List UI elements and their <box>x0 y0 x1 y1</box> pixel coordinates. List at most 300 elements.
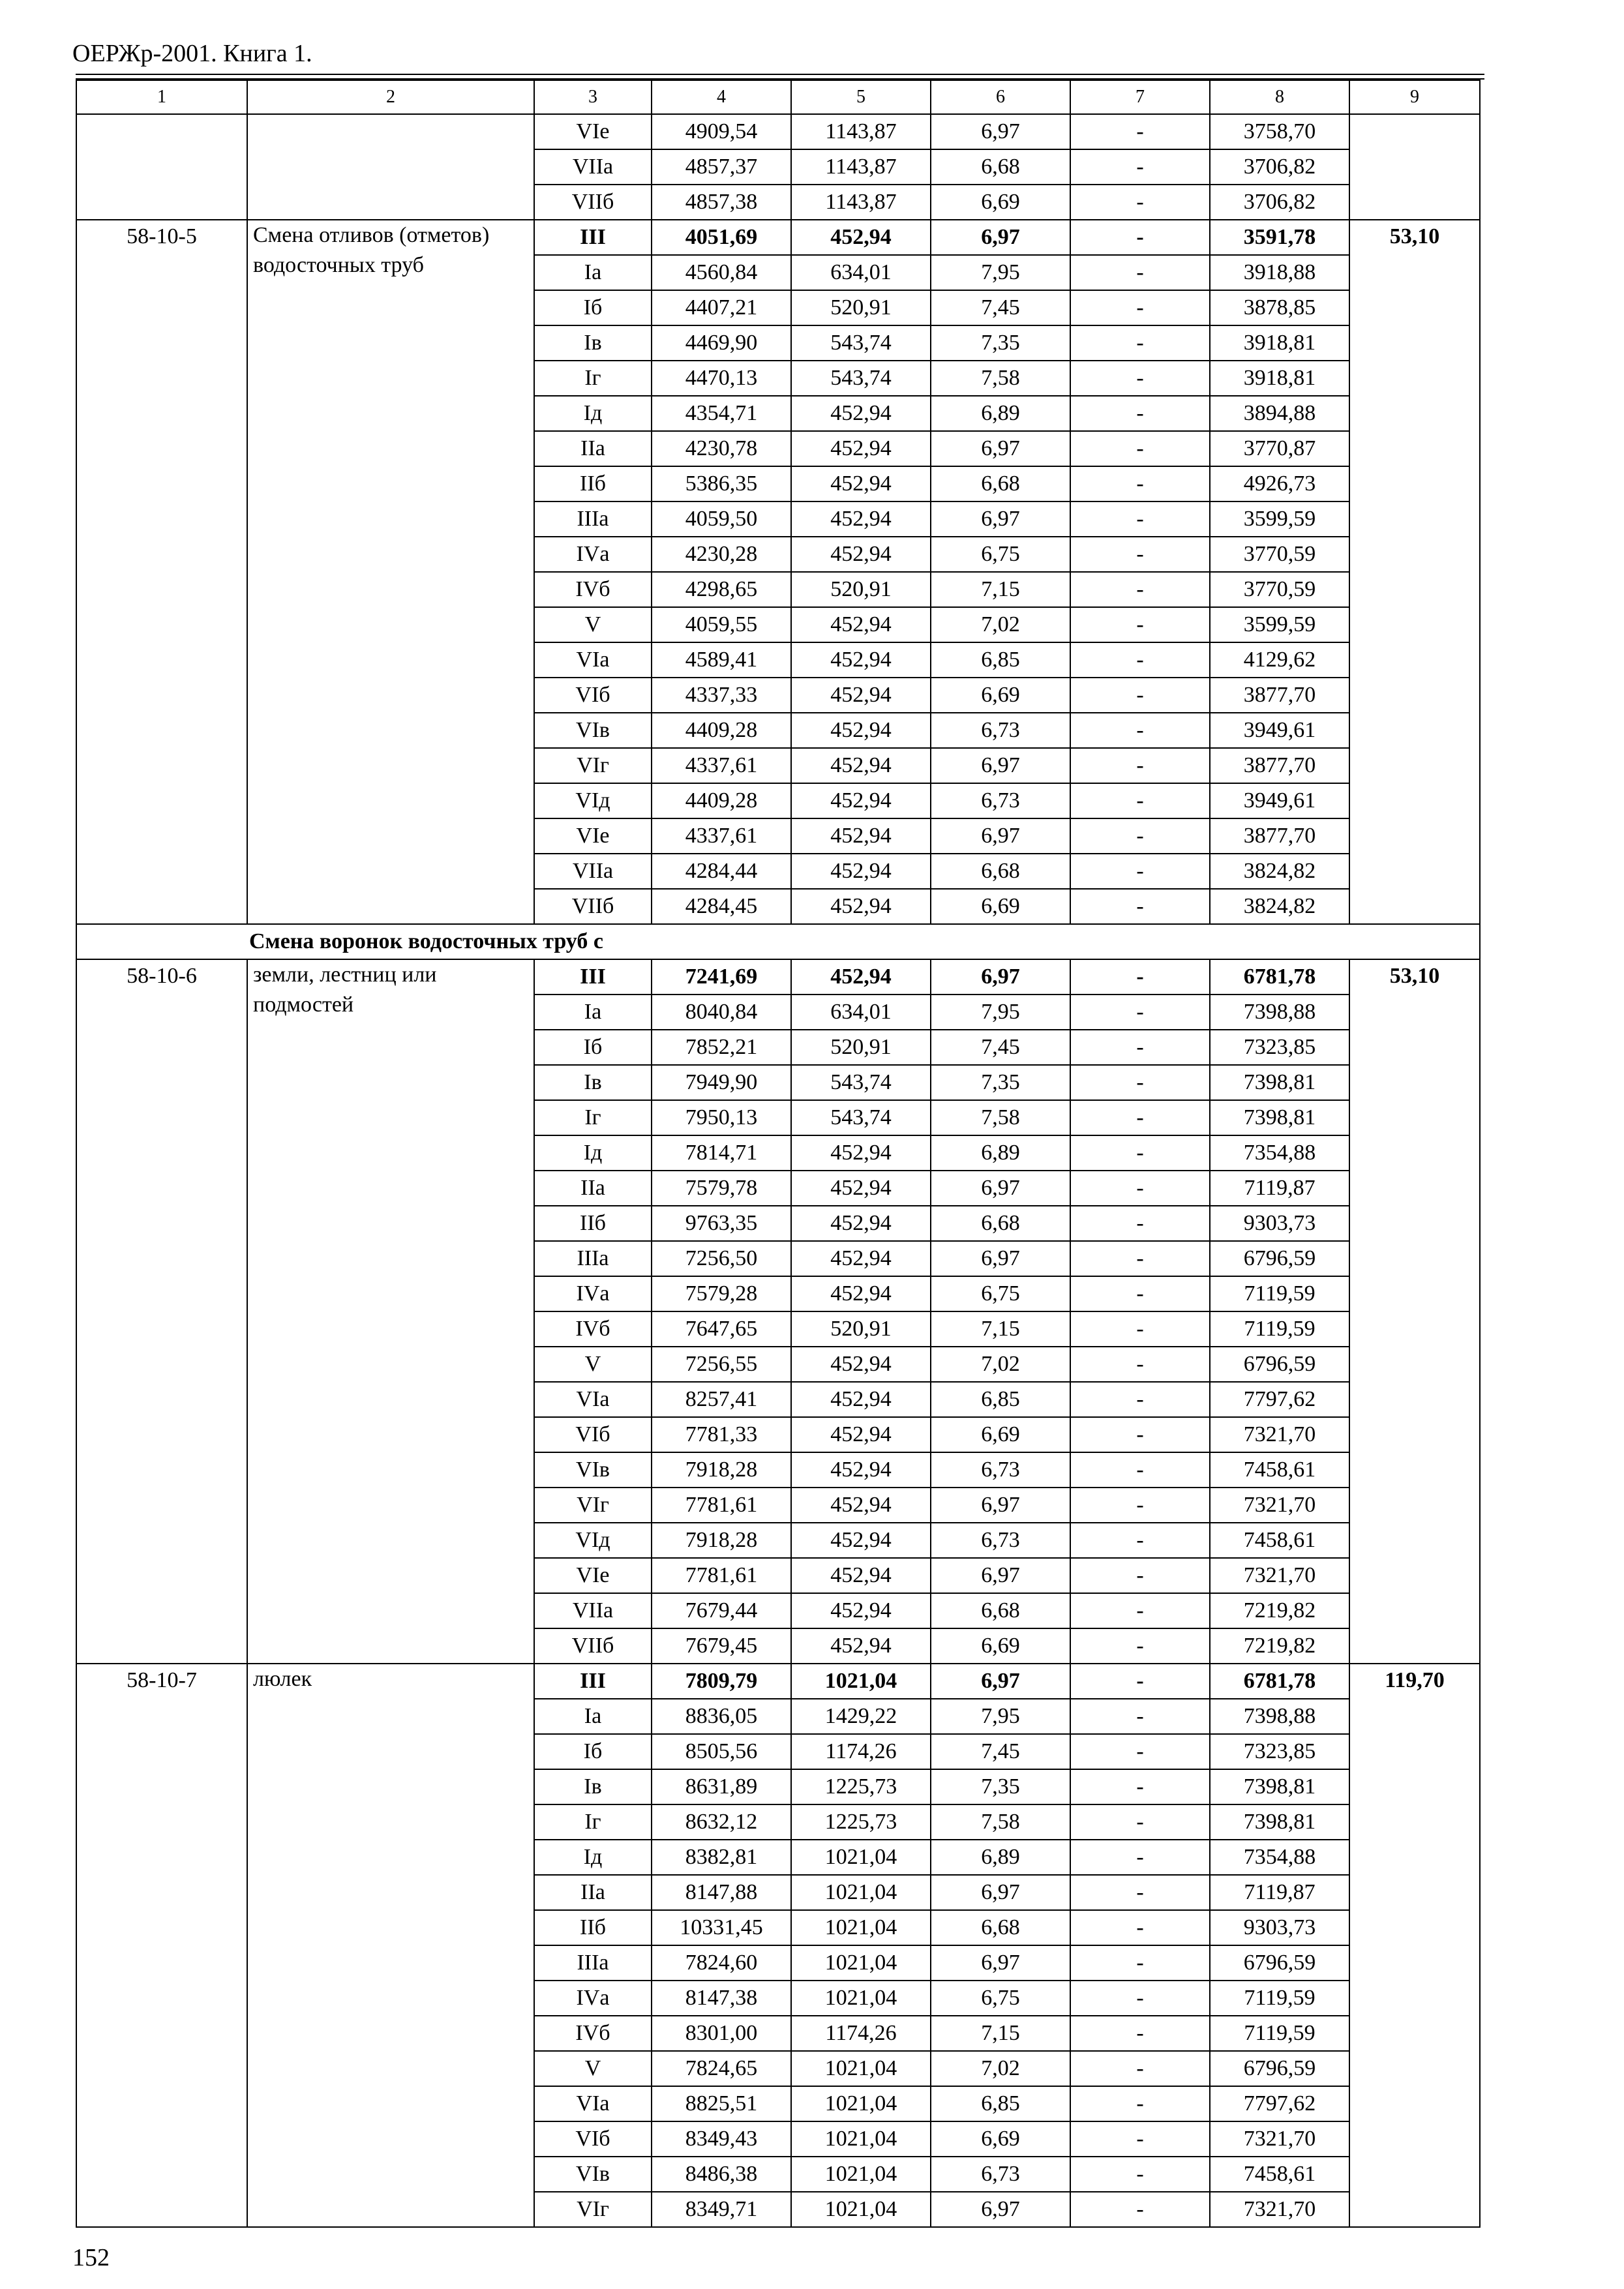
row-value: 9303,73 <box>1210 1206 1349 1241</box>
col-num-5: 5 <box>791 80 931 114</box>
column-number-row <box>76 80 1480 114</box>
row-value: 1174,26 <box>791 1734 931 1769</box>
row-class: IIа <box>534 1875 652 1910</box>
row-value: - <box>1070 431 1210 466</box>
row-value: 1143,87 <box>791 149 931 185</box>
row-value: - <box>1070 290 1210 325</box>
row-value: 6,89 <box>931 1840 1070 1875</box>
row-value: 4284,45 <box>652 889 791 924</box>
row-value: 1021,04 <box>791 2051 931 2086</box>
row-value: 520,91 <box>791 1311 931 1347</box>
row-class: Iв <box>534 1065 652 1100</box>
row-value: 6,75 <box>931 537 1070 572</box>
row-value: 3591,78 <box>1210 220 1349 255</box>
row-class: VIг <box>534 748 652 783</box>
rates-table <box>76 80 1481 2228</box>
row-value: 4298,65 <box>652 572 791 607</box>
row-value: 4469,90 <box>652 325 791 361</box>
row-class: Iа <box>534 255 652 290</box>
row-class: IIб <box>534 1206 652 1241</box>
row-value: 7809,79 <box>652 1664 791 1699</box>
row-value: 1021,04 <box>791 1981 931 2016</box>
row-value: 7119,59 <box>1210 1276 1349 1311</box>
row-class: Iб <box>534 290 652 325</box>
row-class: VIе <box>534 114 652 149</box>
row-value: 7950,13 <box>652 1100 791 1135</box>
row-class: VIе <box>534 818 652 854</box>
row-value: 9763,35 <box>652 1206 791 1241</box>
row-class: IIа <box>534 431 652 466</box>
row-value: 7,45 <box>931 290 1070 325</box>
row-value: 7679,45 <box>652 1628 791 1664</box>
row-class: Iа <box>534 995 652 1030</box>
row-value: 7119,59 <box>1210 1981 1349 2016</box>
row-value: 1429,22 <box>791 1699 931 1734</box>
row-value: 1021,04 <box>791 1945 931 1981</box>
row-value: 7,35 <box>931 1065 1070 1100</box>
rate-code: 58-10-6 <box>76 959 247 1664</box>
row-value: 7,02 <box>931 1347 1070 1382</box>
row-class: IIIа <box>534 1945 652 1981</box>
row-value: 3877,70 <box>1210 678 1349 713</box>
table-body <box>76 80 1480 2227</box>
row-value: 6,69 <box>931 1628 1070 1664</box>
row-value: 6,75 <box>931 1276 1070 1311</box>
row-value: 4857,37 <box>652 149 791 185</box>
row-value: 7781,61 <box>652 1558 791 1593</box>
row-value: 3770,87 <box>1210 431 1349 466</box>
row-value: 452,94 <box>791 1276 931 1311</box>
row-value: 4059,55 <box>652 607 791 642</box>
row-value: 7458,61 <box>1210 2157 1349 2192</box>
row-value: 7354,88 <box>1210 1840 1349 1875</box>
row-value: 8257,41 <box>652 1382 791 1417</box>
row-value: 6,68 <box>931 854 1070 889</box>
row-value: 7241,69 <box>652 959 791 995</box>
row-value: - <box>1070 396 1210 431</box>
row-class: VIг <box>534 1488 652 1523</box>
row-value: 7323,85 <box>1210 1734 1349 1769</box>
row-value: - <box>1070 959 1210 995</box>
row-value: - <box>1070 1206 1210 1241</box>
row-value: - <box>1070 1840 1210 1875</box>
row-value: 3706,82 <box>1210 185 1349 220</box>
continuation-name-cell <box>247 114 534 220</box>
row-value: 7918,28 <box>652 1523 791 1558</box>
row-value: 520,91 <box>791 1030 931 1065</box>
work-name: Смена отливов (отметов) водосточных труб <box>247 220 534 924</box>
row-value: 7852,21 <box>652 1030 791 1065</box>
row-class: VIа <box>534 642 652 678</box>
row-value: 7354,88 <box>1210 1135 1349 1171</box>
row-value: - <box>1070 2086 1210 2121</box>
row-value: 4926,73 <box>1210 466 1349 501</box>
row-value: - <box>1070 678 1210 713</box>
row-value: 543,74 <box>791 1065 931 1100</box>
row-value: 7119,59 <box>1210 2016 1349 2051</box>
row-class: Iб <box>534 1030 652 1065</box>
row-class: Iг <box>534 1804 652 1840</box>
row-value: 6,97 <box>931 818 1070 854</box>
row-value: - <box>1070 1417 1210 1452</box>
row-value: 452,94 <box>791 1171 931 1206</box>
row-class: VIв <box>534 713 652 748</box>
row-value: - <box>1070 1699 1210 1734</box>
row-value: 6,69 <box>931 2121 1070 2157</box>
row-value: 10331,45 <box>652 1910 791 1945</box>
row-value: 7797,62 <box>1210 1382 1349 1417</box>
row-class: VIд <box>534 783 652 818</box>
table-row <box>76 220 1480 255</box>
row-value: 3877,70 <box>1210 748 1349 783</box>
row-value: 1021,04 <box>791 2157 931 2192</box>
col-num-4: 4 <box>652 80 791 114</box>
row-value: 452,94 <box>791 1523 931 1558</box>
continuation-code-cell <box>76 114 247 220</box>
work-name: земли, лестниц или подмостей <box>247 959 534 1664</box>
row-value: 6,85 <box>931 1382 1070 1417</box>
row-class: VIIб <box>534 889 652 924</box>
row-class: III <box>534 1664 652 1699</box>
row-class: IVа <box>534 1276 652 1311</box>
col-num-9: 9 <box>1349 80 1480 114</box>
row-value: - <box>1070 1311 1210 1347</box>
row-value: 7256,50 <box>652 1241 791 1276</box>
row-value: 520,91 <box>791 572 931 607</box>
row-value: 7647,65 <box>652 1311 791 1347</box>
row-value: 7,15 <box>931 572 1070 607</box>
row-value: 4337,61 <box>652 748 791 783</box>
row-value: 452,94 <box>791 466 931 501</box>
row-value: 7824,65 <box>652 2051 791 2086</box>
row-class: VIб <box>534 2121 652 2157</box>
row-class: Iв <box>534 325 652 361</box>
row-value: 7321,70 <box>1210 1488 1349 1523</box>
row-value: - <box>1070 1875 1210 1910</box>
row-value: - <box>1070 1981 1210 2016</box>
row-value: - <box>1070 1523 1210 1558</box>
row-value: 520,91 <box>791 290 931 325</box>
row-value: 452,94 <box>791 1347 931 1382</box>
row-value: 7,02 <box>931 2051 1070 2086</box>
row-value: 452,94 <box>791 1417 931 1452</box>
row-value: - <box>1070 713 1210 748</box>
row-value: - <box>1070 1593 1210 1628</box>
row-value: 6,69 <box>931 889 1070 924</box>
row-value: - <box>1070 2192 1210 2227</box>
row-value: - <box>1070 995 1210 1030</box>
row-value: - <box>1070 220 1210 255</box>
row-value: 1021,04 <box>791 1875 931 1910</box>
row-value: 1225,73 <box>791 1804 931 1840</box>
row-value: - <box>1070 255 1210 290</box>
row-class: IVб <box>534 1311 652 1347</box>
row-class: VIа <box>534 2086 652 2121</box>
row-value: 6,68 <box>931 149 1070 185</box>
row-value: 1021,04 <box>791 1840 931 1875</box>
row-class: Iд <box>534 396 652 431</box>
row-value: 7,35 <box>931 1769 1070 1804</box>
row-value: - <box>1070 818 1210 854</box>
row-value: 3599,59 <box>1210 607 1349 642</box>
row-value: 452,94 <box>791 1593 931 1628</box>
row-value: - <box>1070 572 1210 607</box>
row-value: 1021,04 <box>791 1910 931 1945</box>
col-num-8: 8 <box>1210 80 1349 114</box>
row-class: VIIб <box>534 185 652 220</box>
row-value: 452,94 <box>791 537 931 572</box>
row-value: 452,94 <box>791 1382 931 1417</box>
row-value: 7256,55 <box>652 1347 791 1382</box>
row-value: 7458,61 <box>1210 1523 1349 1558</box>
row-value: 6,69 <box>931 678 1070 713</box>
row-value: 4337,61 <box>652 818 791 854</box>
row-value: 452,94 <box>791 889 931 924</box>
row-value: - <box>1070 1030 1210 1065</box>
row-class: IIIа <box>534 1241 652 1276</box>
col-num-7: 7 <box>1070 80 1210 114</box>
row-value: 452,94 <box>791 501 931 537</box>
row-value: 452,94 <box>791 431 931 466</box>
row-value: 7781,61 <box>652 1488 791 1523</box>
row-value: 8825,51 <box>652 2086 791 2121</box>
row-value: 3949,61 <box>1210 713 1349 748</box>
table-row <box>76 1664 1480 1699</box>
row-class: Iв <box>534 1769 652 1804</box>
row-class: VIв <box>534 1452 652 1488</box>
row-value: - <box>1070 185 1210 220</box>
row-class: VIб <box>534 678 652 713</box>
row-class: V <box>534 1347 652 1382</box>
row-value: - <box>1070 1135 1210 1171</box>
row-value: 452,94 <box>791 713 931 748</box>
row-value: - <box>1070 466 1210 501</box>
row-value: - <box>1070 361 1210 396</box>
row-class: Iд <box>534 1135 652 1171</box>
row-value: 3758,70 <box>1210 114 1349 149</box>
row-value: 6,97 <box>931 1488 1070 1523</box>
row-value: - <box>1070 1276 1210 1311</box>
row-value: - <box>1070 783 1210 818</box>
row-value: 7398,88 <box>1210 1699 1349 1734</box>
row-class: Iд <box>534 1840 652 1875</box>
row-class: IIб <box>534 466 652 501</box>
row-value: 8505,56 <box>652 1734 791 1769</box>
row-value: - <box>1070 1769 1210 1804</box>
row-value: 3894,88 <box>1210 396 1349 431</box>
row-value: 4059,50 <box>652 501 791 537</box>
row-value: 4409,28 <box>652 783 791 818</box>
row-value: - <box>1070 1945 1210 1981</box>
row-value: - <box>1070 642 1210 678</box>
row-value: 3878,85 <box>1210 290 1349 325</box>
row-value: 1143,87 <box>791 114 931 149</box>
row-class: VIIб <box>534 1628 652 1664</box>
row-value: 634,01 <box>791 255 931 290</box>
row-value: 6,69 <box>931 1417 1070 1452</box>
row-value: 7,58 <box>931 1100 1070 1135</box>
row-value: 7579,28 <box>652 1276 791 1311</box>
row-value: 7119,59 <box>1210 1311 1349 1347</box>
row-value: 6,97 <box>931 959 1070 995</box>
row-class: IIб <box>534 1910 652 1945</box>
row-value: 6796,59 <box>1210 2051 1349 2086</box>
row-value: - <box>1070 607 1210 642</box>
row-value: 7,95 <box>931 255 1070 290</box>
row-value: 8632,12 <box>652 1804 791 1840</box>
row-value: - <box>1070 1804 1210 1840</box>
row-value: 6,97 <box>931 220 1070 255</box>
row-value: 6,97 <box>931 501 1070 537</box>
row-value: - <box>1070 2051 1210 2086</box>
row-class: VIд <box>534 1523 652 1558</box>
section-title: Смена воронок водосточных труб с <box>76 924 1480 959</box>
row-value: 1143,87 <box>791 185 931 220</box>
row-value: 6,97 <box>931 2192 1070 2227</box>
row-value: 452,94 <box>791 959 931 995</box>
row-value: 6,68 <box>931 466 1070 501</box>
row-value: 7,58 <box>931 1804 1070 1840</box>
row-value: 6,97 <box>931 1945 1070 1981</box>
table-row <box>76 959 1480 995</box>
page-number: 152 <box>72 2244 110 2271</box>
row-value: 4909,54 <box>652 114 791 149</box>
col-num-3: 3 <box>534 80 652 114</box>
row-value: 8301,00 <box>652 2016 791 2051</box>
row-value: 7,35 <box>931 325 1070 361</box>
row-value: 4354,71 <box>652 396 791 431</box>
row-value: 543,74 <box>791 1100 931 1135</box>
row-value: 5386,35 <box>652 466 791 501</box>
row-value: - <box>1070 537 1210 572</box>
row-value: 4407,21 <box>652 290 791 325</box>
row-class: Iг <box>534 361 652 396</box>
row-value: 7219,82 <box>1210 1593 1349 1628</box>
row-value: 7398,81 <box>1210 1065 1349 1100</box>
row-value: 452,94 <box>791 1488 931 1523</box>
row-value: 8382,81 <box>652 1840 791 1875</box>
row-value: 7,15 <box>931 2016 1070 2051</box>
labor-cost: 53,10 <box>1349 220 1480 924</box>
row-value: 4337,33 <box>652 678 791 713</box>
row-value: - <box>1070 1488 1210 1523</box>
row-value: - <box>1070 114 1210 149</box>
row-value: 6,97 <box>931 1558 1070 1593</box>
row-class: IIIа <box>534 501 652 537</box>
row-value: 3770,59 <box>1210 572 1349 607</box>
row-value: 6781,78 <box>1210 959 1349 995</box>
row-value: - <box>1070 1100 1210 1135</box>
row-value: 6,68 <box>931 1206 1070 1241</box>
row-class: IVб <box>534 2016 652 2051</box>
row-value: 6,97 <box>931 431 1070 466</box>
row-class: Iг <box>534 1100 652 1135</box>
row-value: 1225,73 <box>791 1769 931 1804</box>
row-value: 6,85 <box>931 642 1070 678</box>
row-value: 7814,71 <box>652 1135 791 1171</box>
row-value: 8631,89 <box>652 1769 791 1804</box>
row-value: 6,97 <box>931 748 1070 783</box>
rate-code: 58-10-7 <box>76 1664 247 2227</box>
row-value: 8147,38 <box>652 1981 791 2016</box>
row-class: IVа <box>534 537 652 572</box>
row-value: 7321,70 <box>1210 1417 1349 1452</box>
row-value: 7,02 <box>931 607 1070 642</box>
row-value: 6,73 <box>931 783 1070 818</box>
row-value: - <box>1070 1734 1210 1769</box>
row-value: 6796,59 <box>1210 1241 1349 1276</box>
row-value: 7119,87 <box>1210 1171 1349 1206</box>
row-value: 452,94 <box>791 678 931 713</box>
row-value: 7398,81 <box>1210 1100 1349 1135</box>
row-value: - <box>1070 1910 1210 1945</box>
row-value: 7918,28 <box>652 1452 791 1488</box>
work-name: люлек <box>247 1664 534 2227</box>
row-class: VIе <box>534 1558 652 1593</box>
row-class: III <box>534 959 652 995</box>
row-value: 452,94 <box>791 783 931 818</box>
row-value: 6,97 <box>931 1171 1070 1206</box>
header-rule <box>76 74 1484 75</box>
row-value: 3918,88 <box>1210 255 1349 290</box>
row-value: - <box>1070 501 1210 537</box>
row-class: V <box>534 2051 652 2086</box>
row-class: IVб <box>534 572 652 607</box>
row-value: 7323,85 <box>1210 1030 1349 1065</box>
row-value: 7,95 <box>931 995 1070 1030</box>
continuation-col9-cell <box>1349 114 1480 220</box>
row-value: 3877,70 <box>1210 818 1349 854</box>
row-value: 3824,82 <box>1210 854 1349 889</box>
row-value: 6,73 <box>931 1523 1070 1558</box>
row-class: VIIа <box>534 149 652 185</box>
row-value: 6,73 <box>931 713 1070 748</box>
row-value: 7,95 <box>931 1699 1070 1734</box>
row-value: 6,68 <box>931 1593 1070 1628</box>
row-value: 7398,81 <box>1210 1769 1349 1804</box>
row-value: 452,94 <box>791 607 931 642</box>
row-value: - <box>1070 1558 1210 1593</box>
row-value: 9303,73 <box>1210 1910 1349 1945</box>
row-value: 452,94 <box>791 1452 931 1488</box>
row-value: - <box>1070 889 1210 924</box>
row-value: 7679,44 <box>652 1593 791 1628</box>
row-value: 8836,05 <box>652 1699 791 1734</box>
row-value: 1021,04 <box>791 2121 931 2157</box>
row-class: Iб <box>534 1734 652 1769</box>
row-value: - <box>1070 325 1210 361</box>
row-value: 452,94 <box>791 1628 931 1664</box>
row-value: - <box>1070 1171 1210 1206</box>
row-value: 3949,61 <box>1210 783 1349 818</box>
row-value: 6,97 <box>931 1875 1070 1910</box>
col-num-2: 2 <box>247 80 534 114</box>
row-class: VIIа <box>534 1593 652 1628</box>
row-value: 452,94 <box>791 818 931 854</box>
row-value: 6,97 <box>931 114 1070 149</box>
row-value: 6,97 <box>931 1241 1070 1276</box>
row-value: - <box>1070 1347 1210 1382</box>
row-value: 8486,38 <box>652 2157 791 2192</box>
row-value: 6796,59 <box>1210 1347 1349 1382</box>
rate-code: 58-10-5 <box>76 220 247 924</box>
row-value: 543,74 <box>791 325 931 361</box>
row-value: 452,94 <box>791 854 931 889</box>
labor-cost: 119,70 <box>1349 1664 1480 2227</box>
row-value: 7,45 <box>931 1030 1070 1065</box>
row-class: VIг <box>534 2192 652 2227</box>
row-class: VIб <box>534 1417 652 1452</box>
